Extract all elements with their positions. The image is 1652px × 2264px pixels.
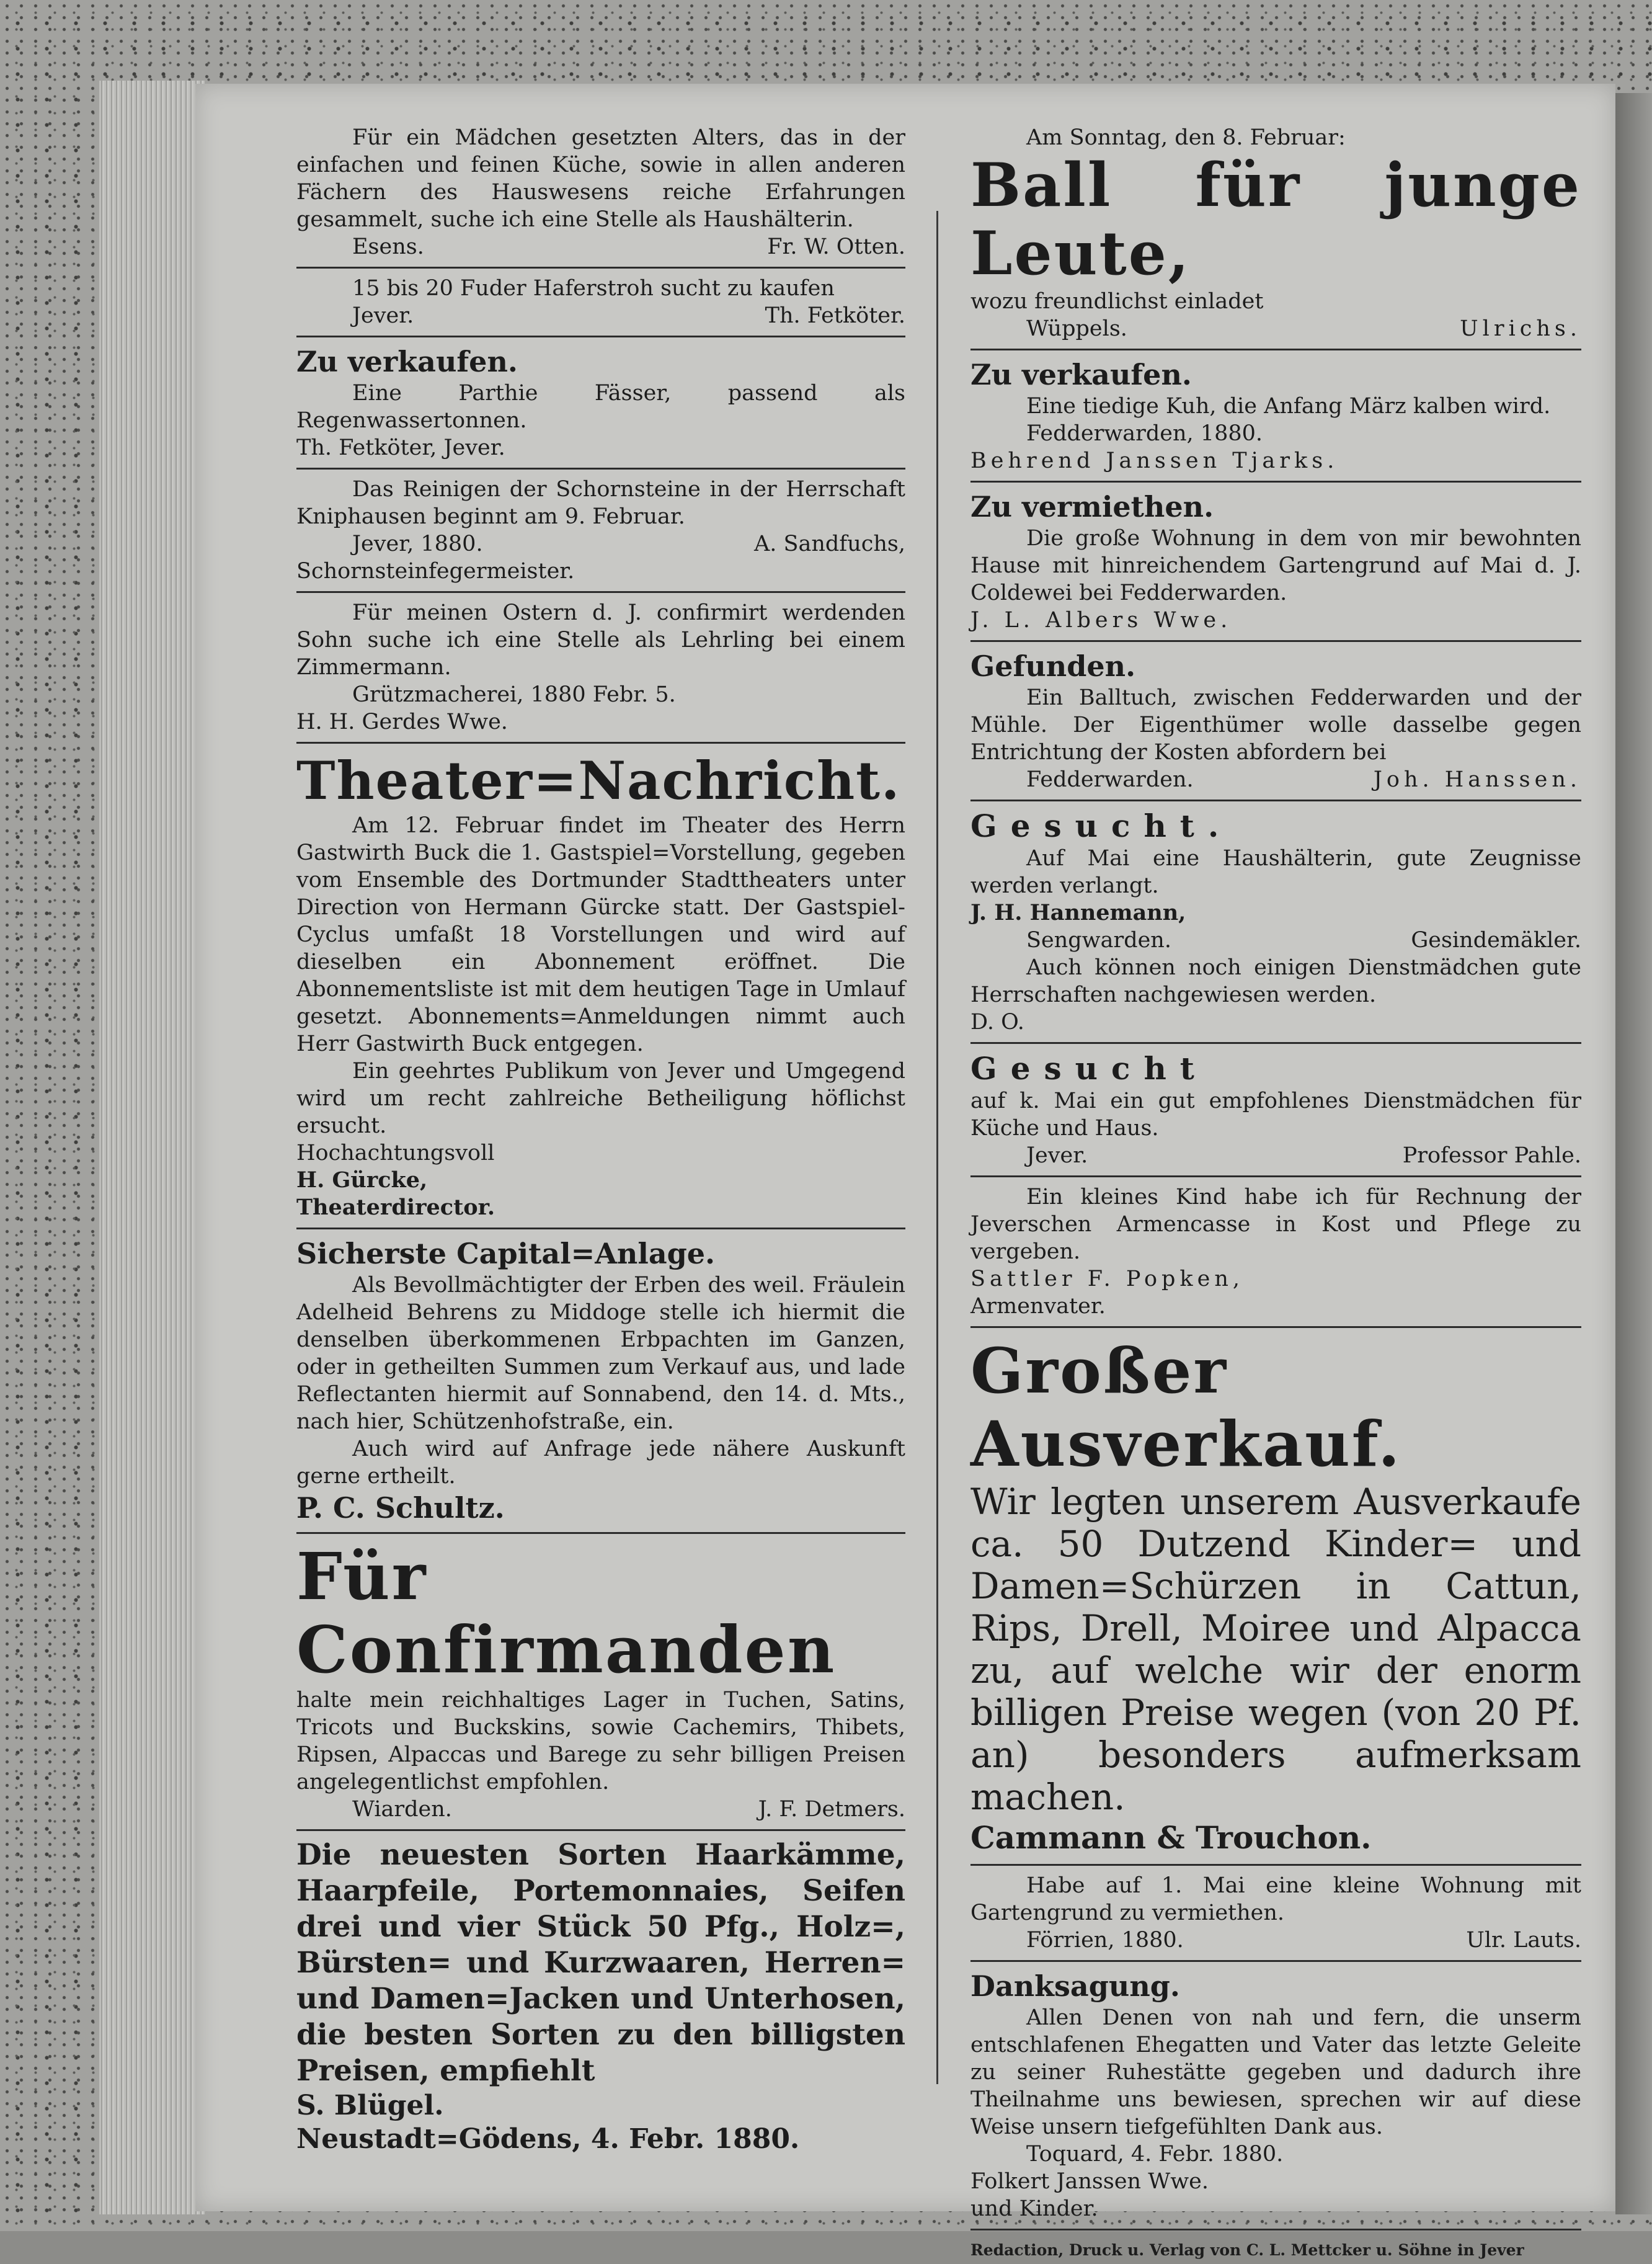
- ad-text: Habe auf 1. Mai eine kleine Wohnung mit Gartengrund zu vermiethen.: [970, 1873, 1581, 1925]
- ad-heading: Theater=Nachricht.: [296, 750, 901, 811]
- rule: [296, 591, 905, 593]
- ad-heading: Ball für junge Leute,: [970, 150, 1581, 288]
- ad-signature: H. Gürcke,: [296, 1167, 428, 1193]
- ad-place: Sengwarden.: [1026, 928, 1171, 953]
- ad-place: Jever.: [1026, 1143, 1088, 1168]
- ad-text: auf k. Mai ein gut empfohlenes Dienstmädchen für Küche und Haus.: [970, 1089, 1581, 1141]
- ad-danksagung: [970, 1968, 1581, 2222]
- ad-text: Allen Denen von nah und fern, die unserm entschlafenen Ehegatten und Vater das letzte Geleite zu seiner Ruhestätte gegeben und dadurch ihre Theilnahme uns bewiesen, sprechen wir auf diese Weise unsern tiefgefühlten Dank aus.: [970, 2005, 1581, 2139]
- ad-signature-line: [296, 302, 905, 329]
- ad-signature: P. C. Schultz.: [296, 1491, 505, 1525]
- ad-signature-line: [296, 233, 905, 261]
- ad-place: Wüppels.: [1026, 316, 1127, 341]
- ad-signature-title: Theaterdirector.: [296, 1195, 495, 1220]
- rule: [970, 1175, 1581, 1177]
- imprint-footer: Redaction, Druck u. Verlag von C. L. Mettcker u. Söhne in Jever: [970, 2241, 1524, 2259]
- ad-place: Grützmacherei, 1880 Febr. 5.: [352, 682, 676, 707]
- ad-text: Als Bevollmächtigter der Erben des weil. Fräulein Adelheid Behrens zu Middoge stelle ich hiermit die denselben überkommenen Erbpachten im Ganzen, oder in getheilten Summen zum Verkauf aus, und lade Reflectanten hiermit auf Sonnabend, den 14. d. Mts., nach hier, Schützenhofstraße, ein.: [296, 1273, 905, 1434]
- ad-closing: Hochachtungsvoll: [296, 1141, 495, 1165]
- ad-signature: Professor Pahle.: [1402, 1143, 1581, 1168]
- rule: [296, 742, 905, 744]
- left-column: [296, 124, 905, 2156]
- rule: [970, 2229, 1581, 2231]
- ad-heading: Zu verkaufen.: [970, 358, 1192, 391]
- rule: [970, 1960, 1581, 1962]
- ad-text: 15 bis 20 Fuder Haferstroh sucht zu kaufen: [352, 276, 835, 301]
- ad-signature: Fr. W. Otten.: [767, 234, 905, 259]
- rule: [970, 481, 1581, 483]
- ad-place: Esens.: [352, 234, 424, 259]
- ad-capital: [296, 1236, 905, 1526]
- ad-text: Für meinen Ostern d. J. confirmirt werdenden Sohn suche ich eine Stelle als Lehrling bei einem Zimmermann.: [296, 600, 905, 680]
- ad-signature: Th. Fetköter.: [765, 303, 905, 328]
- ad-heading: Gesucht.: [970, 808, 1233, 844]
- ad-heading: Sicherste Capital=Anlage.: [296, 1237, 716, 1270]
- ad-heading: Für Confirmanden: [296, 1538, 837, 1688]
- ad-signature-title: Schornsteinfegermeister.: [296, 559, 575, 584]
- ad-heading: Zu vermiethen.: [970, 490, 1214, 524]
- ad-place: Jever, 1880.: [352, 532, 483, 556]
- ad-place: Fedderwarden, 1880.: [1026, 421, 1263, 446]
- ad-faesser: [296, 344, 905, 461]
- ad-place: Toquard, 4. Febr. 1880.: [1026, 2142, 1284, 2167]
- ad-place: Neustadt=Gödens, 4. Febr. 1880.: [296, 2123, 800, 2155]
- ad-signature: H. H. Gerdes Wwe.: [296, 710, 508, 734]
- ad-signature: Behrend Janssen Tjarks.: [970, 448, 1339, 473]
- ad-heading: Danksagung.: [970, 1969, 1180, 2003]
- ad-signature: J. L. Albers Wwe.: [970, 608, 1232, 633]
- ad-text: wozu freundlichst einladet: [970, 289, 1264, 314]
- page-stack-edge: [99, 81, 205, 2214]
- ad-signature-title: Armenvater.: [970, 1294, 1106, 1319]
- ad-text: Eine tiedige Kuh, die Anfang März kalben wird.: [1026, 394, 1551, 419]
- ad-signature: J. F. Detmers.: [758, 1797, 905, 1822]
- rule: [970, 349, 1581, 350]
- rule: [296, 1532, 905, 1534]
- ad-intro: Am Sonntag, den 8. Februar:: [1026, 125, 1346, 150]
- ad-signature-line: [970, 315, 1581, 342]
- ad-heading: Gefunden.: [970, 649, 1136, 683]
- ad-heading: Gesucht: [970, 1050, 1208, 1087]
- ad-text-2: Auch können noch einigen Dienstmädchen gute Herrschaften nachgewiesen werden.: [970, 955, 1581, 1007]
- ad-place: Fedderwarden.: [1026, 767, 1194, 792]
- ad-heading: Großer Ausverkauf.: [970, 1334, 1402, 1481]
- ad-place: Förrien, 1880.: [1026, 1928, 1184, 1953]
- ad-place: Wiarden.: [352, 1797, 452, 1822]
- rule: [296, 267, 905, 269]
- ad-signature: S. Blügel.: [296, 2090, 444, 2121]
- rule: [296, 1829, 905, 1831]
- ad-signature-short: D. O.: [970, 1010, 1024, 1035]
- ad-heading: Zu verkaufen.: [296, 345, 518, 378]
- ad-gesucht-1: [970, 808, 1581, 1036]
- ad-haushaelterin: [296, 124, 905, 261]
- rule: [970, 800, 1581, 801]
- ad-haarkaemme: [296, 1837, 905, 2156]
- ad-signature-line: [296, 530, 905, 558]
- ad-wohnung: [970, 489, 1581, 634]
- ad-text-2: Ein geehrtes Publikum von Jever und Umgegend wird um recht zahlreiche Betheiligung höflichst ersucht.: [296, 1059, 905, 1138]
- ad-text: halte mein reichhaltiges Lager in Tuchen, Satins, Tricots und Buckskins, sowie Cachemirs, Thibets, Ripsen, Alpaccas und Barege zu sehr billigen Preisen angelegentlichst empfohlen.: [296, 1688, 905, 1794]
- ad-text-2: Auch wird auf Anfrage jede nähere Auskunft gerne ertheilt.: [296, 1437, 905, 1489]
- ad-gesucht-2: [970, 1050, 1581, 1169]
- rule: [970, 1326, 1581, 1328]
- ad-signature-line: [970, 766, 1581, 793]
- ad-signature: Cammann & Trouchon.: [970, 1819, 1372, 1856]
- book-edge-right: [1615, 93, 1652, 2214]
- ad-signature-line: [296, 1796, 905, 1823]
- ad-text: Am 12. Februar findet im Theater des Herrn Gastwirth Buck die 1. Gastspiel=Vorstellung, gegeben vom Ensemble des Dortmunder Stadttheaters unter Direction von Hermann Gürcke statt. Der Gastspiel-Cyclus umfaßt 18 Vorstellungen und wird auf dieselben ein Abonnement eröffnet. Die Abonnementsliste ist mit dem heutigen Tage in Umlauf gesetzt. Abonnements=Anmeldungen nimmt auch Herr Gastwirth Buck entgegen.: [296, 813, 905, 1056]
- right-column: [970, 124, 1581, 2264]
- ad-text: Die neuesten Sorten Haarkämme, Haarpfeile, Portemonnaies, Seifen drei und vier Stück 50 Pfg., Holz=, Bürsten= und Kurzwaaren, Herren= und Damen=Jacken und Unterhosen, die besten Sorten zu den billigsten Preisen, empfiehlt: [296, 1838, 905, 2088]
- ad-kind: [970, 1183, 1581, 1320]
- ad-theater: [296, 750, 905, 1221]
- ad-ausverkauf: [970, 1334, 1581, 1858]
- ad-signature-line: [970, 1142, 1581, 1169]
- ad-text: Ein Balltuch, zwischen Fedderwarden und der Mühle. Der Eigenthümer wolle dasselbe gegen Entrichtung der Kosten abfordern bei: [970, 685, 1581, 765]
- ad-signature: Sattler F. Popken,: [970, 1267, 1245, 1291]
- ad-lehrling: [296, 599, 905, 736]
- rule: [296, 1228, 905, 1229]
- ad-signature: Joh. Hanssen.: [1373, 767, 1581, 792]
- ad-text: Für ein Mädchen gesetzten Alters, das in der einfachen und feinen Küche, sowie in allen anderen Fächern des Hauswesens reiche Erfahrungen gesammelt, suche ich eine Stelle als Haushälterin.: [296, 125, 905, 232]
- ad-signature: J. H. Hannemann,: [970, 900, 1186, 925]
- ad-gefunden: [970, 648, 1581, 793]
- rule: [296, 468, 905, 470]
- ad-kleine-wohnung: [970, 1872, 1581, 1954]
- rule: [296, 336, 905, 337]
- rule: [970, 640, 1581, 642]
- rule: [970, 1042, 1581, 1044]
- ad-text: Wir legten unserem Ausverkaufe ca. 50 Dutzend Kinder= und Damen=Schürzen in Cattun, Rips, Drell, Moiree und Alpacca zu, auf welche wir der enorm billigen Preise wegen (von 20 Pf. an) besonders aufmerksam machen.: [970, 1481, 1581, 1818]
- ad-confirmanden: [296, 1540, 905, 1823]
- ad-signature: A. Sandfuchs,: [753, 532, 905, 556]
- ad-text: Die große Wohnung in dem von mir bewohnten Hause mit hinreichendem Gartengrund auf Mai d. J. Coldewei bei Fedderwarden.: [970, 526, 1581, 605]
- ad-place: Jever.: [352, 303, 414, 328]
- ad-text: Das Reinigen der Schornsteine in der Herrschaft Kniphausen beginnt am 9. Februar.: [296, 477, 905, 529]
- column-divider: [936, 211, 938, 2084]
- ad-signature-line: [970, 1927, 1581, 1954]
- ad-haferstroh: [296, 275, 905, 329]
- ad-signature: Folkert Janssen Wwe.: [970, 2169, 1209, 2194]
- ad-text: Eine Parthie Fässer, passend als Regenwassertonnen.: [296, 381, 905, 433]
- ad-signature: Ulrichs.: [1460, 316, 1581, 341]
- ad-signature-title: Gesindemäkler.: [1411, 928, 1581, 953]
- ad-ball: [970, 124, 1581, 342]
- ad-signature-line: [970, 927, 1581, 954]
- rule: [970, 1864, 1581, 1866]
- ad-text: Ein kleines Kind habe ich für Rechnung der Jeverschen Armencasse in Kost und Pflege zu vergeben.: [970, 1185, 1581, 1264]
- ad-signature: Th. Fetköter, Jever.: [296, 435, 505, 460]
- ad-schornsteine: [296, 476, 905, 585]
- ad-signature: Ulr. Lauts.: [1466, 1928, 1581, 1953]
- ad-signature-2: und Kinder.: [970, 2196, 1098, 2221]
- ad-text: Auf Mai eine Haushälterin, gute Zeugnisse werden verlangt.: [970, 846, 1581, 898]
- ad-kuh: [970, 357, 1581, 475]
